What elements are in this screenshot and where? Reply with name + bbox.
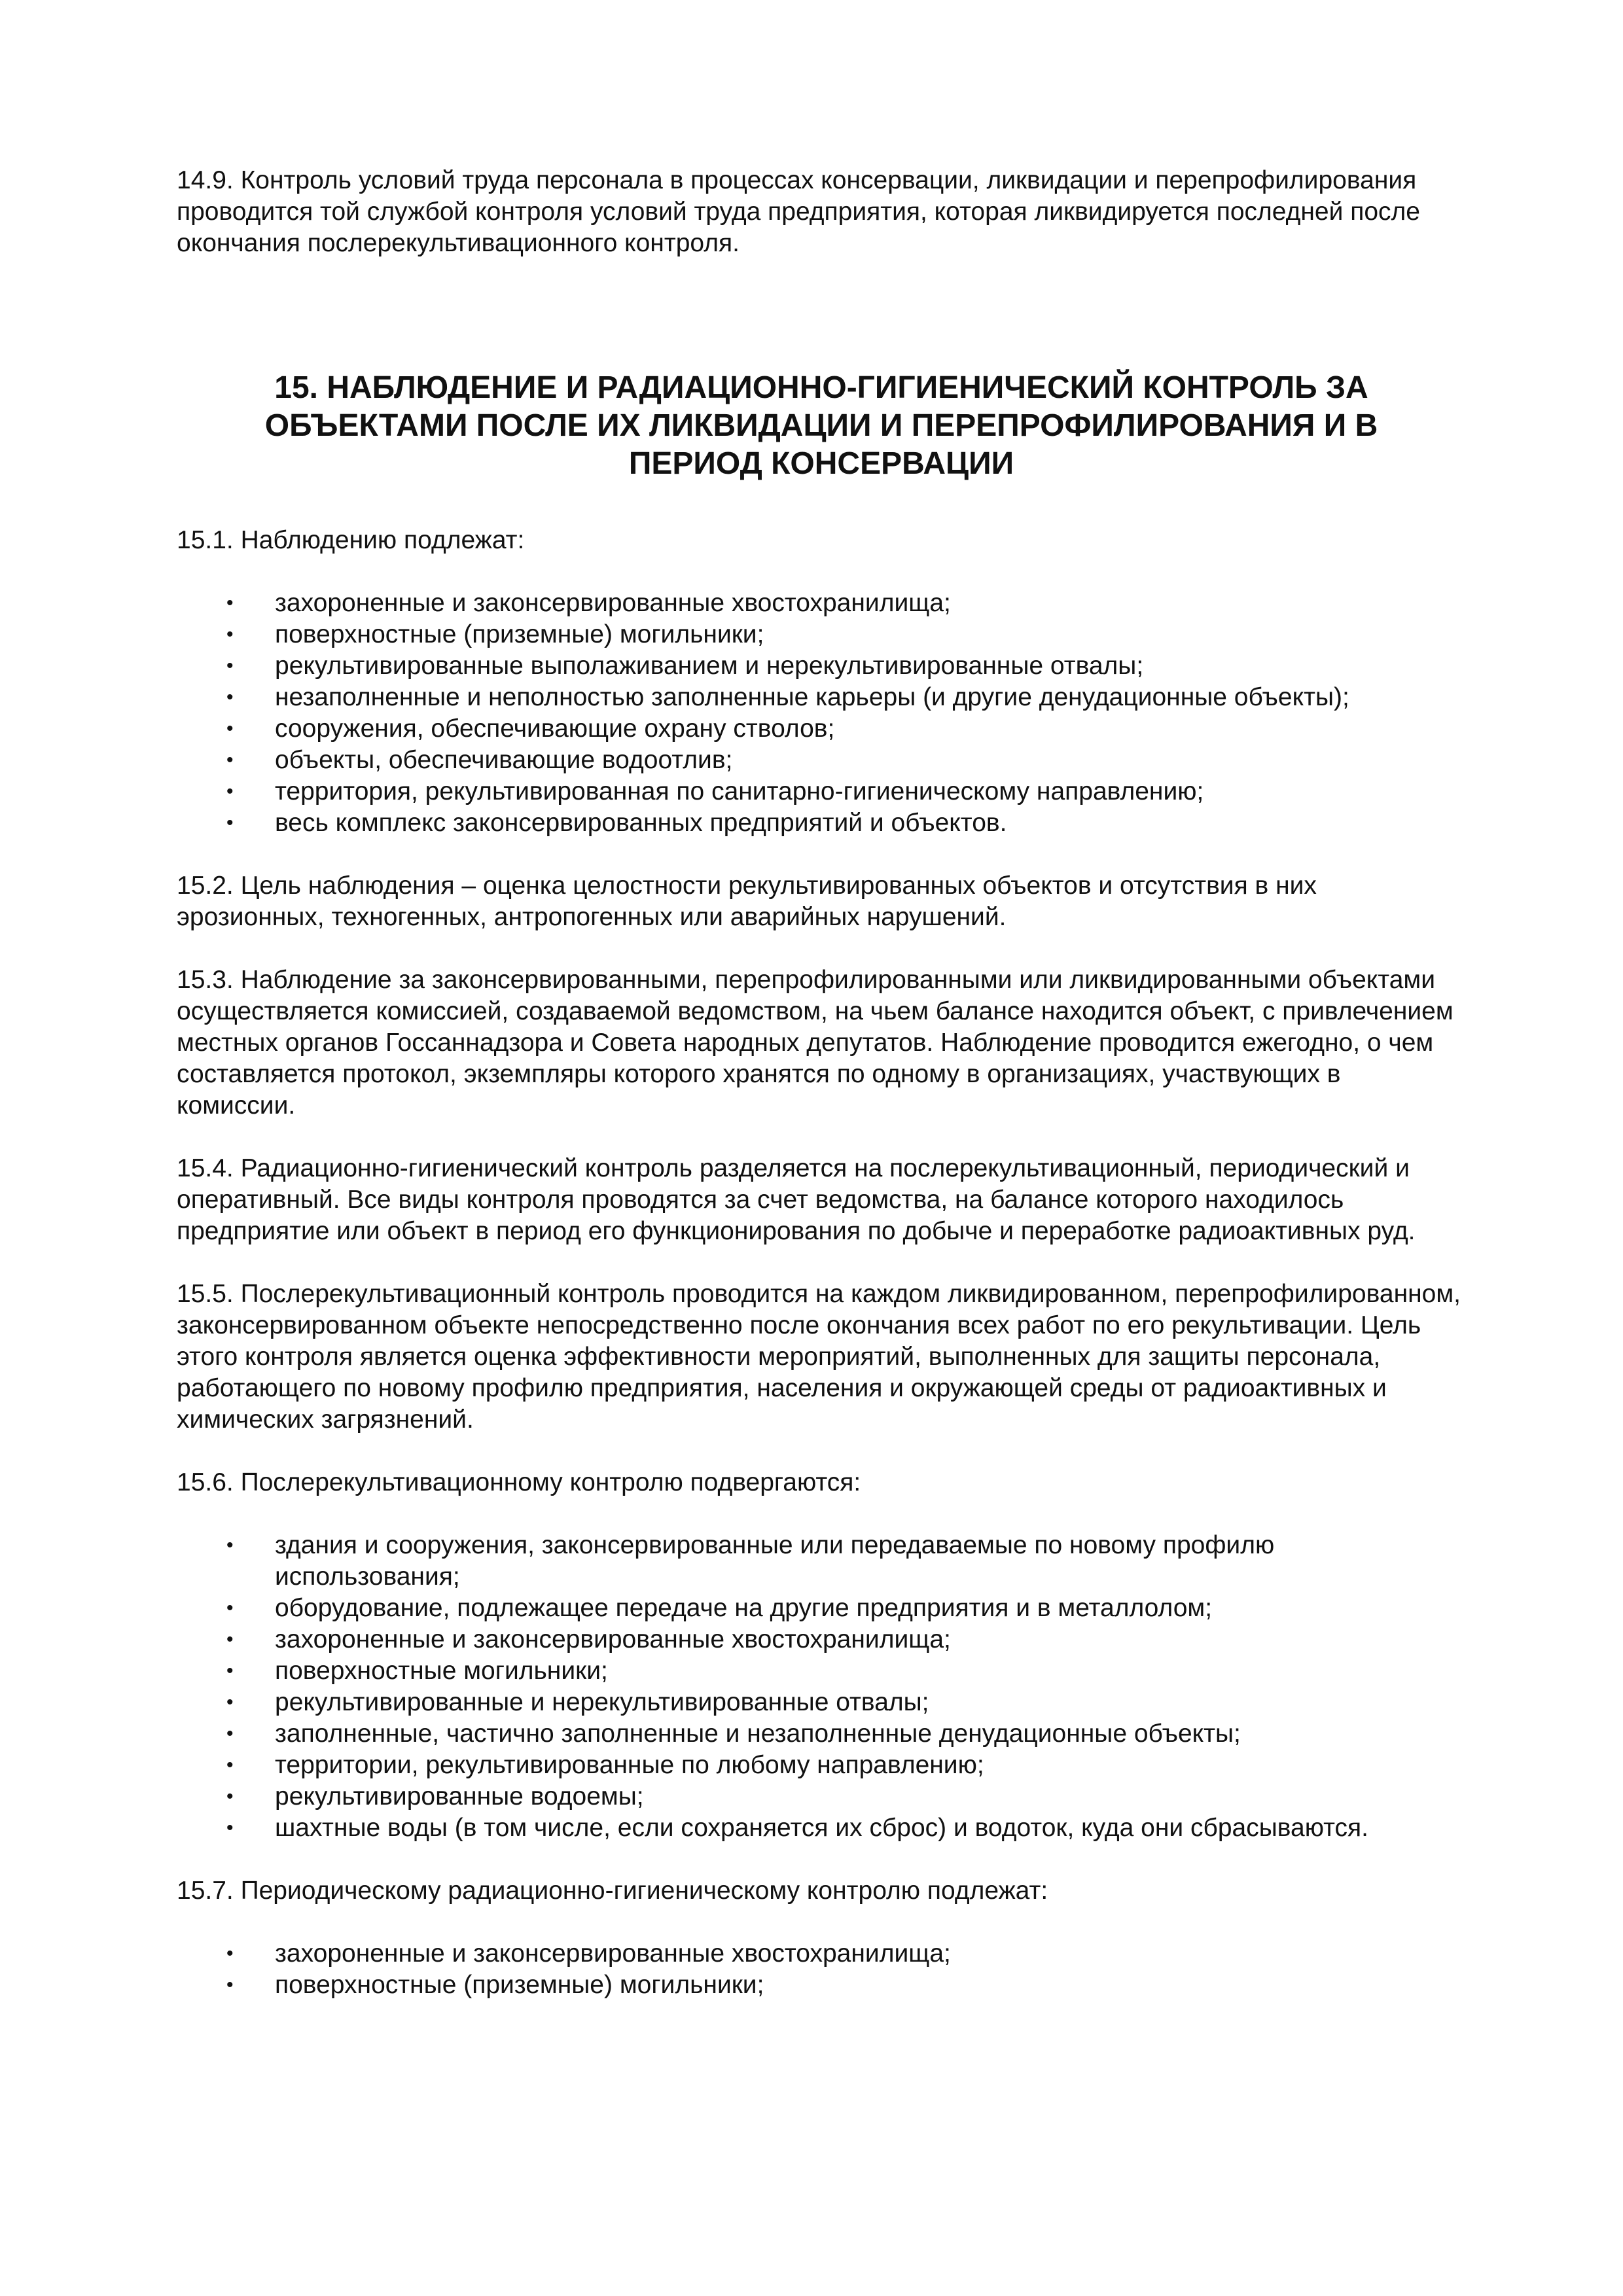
bullet-icon: • xyxy=(226,1534,234,1556)
bullet-icon: • xyxy=(226,1786,234,1807)
bullet-icon: • xyxy=(226,812,234,834)
bullet-icon: • xyxy=(226,1817,234,1839)
section-heading-line-3: ПЕРИОД КОНСЕРВАЦИИ xyxy=(628,446,1014,481)
bullet-icon: • xyxy=(226,718,234,739)
list-item: • оборудование, подлежащее передаче на другие предприятия и в металлолом; xyxy=(177,1593,1466,1624)
periodic-control-list xyxy=(177,1938,1466,2001)
list-item: • здания и сооружения, законсервированные или передаваемые по новому профилю использования; xyxy=(226,1531,1275,1591)
list-item: • рекультивированные и нерекультивированные отвалы; xyxy=(177,1687,1466,1718)
list-item: • шахтные воды (в том числе, если сохраняется их сброс) и водоток, куда они сбрасываются. xyxy=(177,1812,1466,1844)
list-item: • рекультивированные выполаживанием и нерекультивированные отвалы; xyxy=(177,650,1466,682)
section-heading-line-1: 15. НАБЛЮДЕНИЕ И РАДИАЦИОННО-ГИГИЕНИЧЕСКИЙ КОНТРОЛЬ ЗА xyxy=(274,370,1368,405)
bullet-icon: • xyxy=(226,624,234,645)
post-recultivation-control-list xyxy=(177,1530,1466,1844)
list-item: • рекультивированные водоемы; xyxy=(177,1781,1466,1812)
paragraph-15-5: 15.5. Послерекультивационный контроль проводится на каждом ликвидированном, перепрофилированном, законсервированном объекте непосредственно после окончания всех работ по его рекультивации. Цель этого контроля является оценка эффективности мероприятий, выполненных для защиты персонала, работающего по новому профилю предприятия, населения и окружающей среды от радиоактивных и химических загрязнений. xyxy=(177,1280,1461,1434)
list-item: • незаполненные и неполностью заполненные карьеры (и другие денудационные объекты); xyxy=(177,682,1466,713)
bullet-icon: • xyxy=(226,1597,234,1619)
list-item: • поверхностные (приземные) могильники; xyxy=(177,619,1466,650)
bullet-icon: • xyxy=(226,1754,234,1776)
bullet-icon: • xyxy=(226,1629,234,1650)
list-item: • заполненные, частично заполненные и незаполненные денудационные объекты; xyxy=(177,1718,1466,1750)
bullet-icon: • xyxy=(226,1660,234,1682)
list-item: • территория, рекультивированная по санитарно-гигиеническому направлению; xyxy=(177,776,1466,807)
bullet-icon: • xyxy=(226,686,234,708)
bullet-icon: • xyxy=(226,1943,234,1964)
bullet-icon: • xyxy=(226,749,234,771)
list-item: • поверхностные могильники; xyxy=(177,1655,1466,1687)
paragraph-15-7: 15.7. Периодическому радиационно-гигиеническому контролю подлежат: xyxy=(177,1877,1048,1905)
bullet-icon: • xyxy=(226,592,234,614)
bullet-icon: • xyxy=(226,1974,234,1996)
list-item: • весь комплекс законсервированных предприятий и объектов. xyxy=(177,807,1466,839)
list-item: • объекты, обеспечивающие водоотлив; xyxy=(177,745,1466,776)
list-item: • поверхностные (приземные) могильники; xyxy=(177,1969,1466,2001)
bullet-icon: • xyxy=(226,781,234,802)
bullet-icon: • xyxy=(226,655,234,677)
paragraph-15-6: 15.6. Послерекультивационному контролю подвергаются: xyxy=(177,1468,861,1496)
paragraph-15-1: 15.1. Наблюдению подлежат: xyxy=(177,526,525,554)
bullet-icon: • xyxy=(226,1723,234,1744)
list-item: • захороненные и законсервированные хвостохранилища; xyxy=(177,1624,1466,1655)
paragraph-14-9: 14.9. Контроль условий труда персонала в процессах консервации, ликвидации и перепрофилирования проводится той службой контроля условий труда предприятия, которая ликвидируется последней после окончания послерекультивационного контроля. xyxy=(177,166,1420,257)
list-item: • сооружения, обеспечивающие охрану стволов; xyxy=(177,713,1466,745)
paragraph-15-3: 15.3. Наблюдение за законсервированными, перепрофилированными или ликвидированными объектами осуществляется комиссией, создаваемой ведомством, на чьем балансе находится объект, с привлечением местных органов Госсаннадзора и Совета народных депутатов. Наблюдение проводится ежегодно, о чем составляется протокол, экземпляры которого хранятся по одному в организациях, участвующих в комиссии. xyxy=(177,966,1454,1120)
section-heading-line-2: ОБЪЕКТАМИ ПОСЛЕ ИХ ЛИКВИДАЦИИ И ПЕРЕПРОФИЛИРОВАНИЯ И В xyxy=(264,408,1378,443)
bullet-icon: • xyxy=(226,1691,234,1713)
section-heading xyxy=(177,369,1466,483)
list-item: • территории, рекультивированные по любому направлению; xyxy=(177,1750,1466,1781)
observation-objects-list xyxy=(177,588,1466,839)
paragraph-15-2: 15.2. Цель наблюдения – оценка целостности рекультивированных объектов и отсутствия в них эрозионных, техногенных, антропогенных или аварийных нарушений. xyxy=(177,872,1317,931)
list-item: • захороненные и законсервированные хвостохранилища; xyxy=(177,1938,1466,1969)
paragraph-15-4: 15.4. Радиационно-гигиенический контроль разделяется на послерекультивационный, периодический и оперативный. Все виды контроля проводятся за счет ведомства, на балансе которого находилось предприятие или объект в период его функционирования по добыче и переработке радиоактивных руд. xyxy=(177,1154,1416,1245)
list-item: • захороненные и законсервированные хвостохранилища; xyxy=(177,588,1466,619)
